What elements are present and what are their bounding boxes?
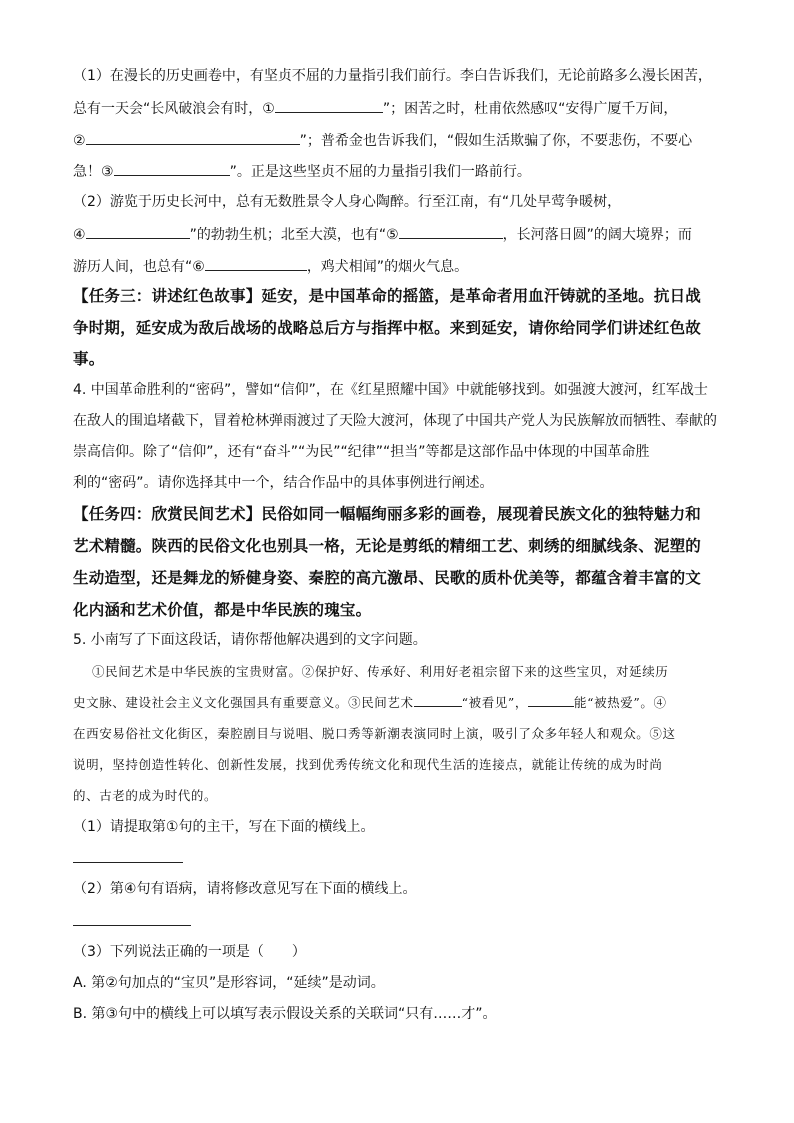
q3-1-line-2: [73, 97, 677, 119]
q5-sub-1: （1）请提取第①句的主干，写在下面的横线上。: [73, 819, 375, 835]
q3-2-line-1: （2）游览于历史长河中，总有无数胜景令人身心陶醉。行至江南，有“几处早莺争暖树，: [73, 194, 622, 210]
task4-line-4: 化内涵和艺术价值，都是中华民族的瑰宝。: [73, 601, 372, 619]
q3-2-line-2: [73, 223, 692, 245]
answer-line-2[interactable]: [73, 925, 191, 926]
passage-blank-2[interactable]: [528, 693, 574, 707]
blank-4[interactable]: [86, 223, 190, 239]
blank-1[interactable]: [275, 97, 383, 113]
q3-2-text: 游历人间，也总有“⑥: [73, 259, 205, 275]
passage-line-2: [73, 693, 667, 713]
passage-blank-1[interactable]: [414, 693, 462, 707]
passage-line-4: 说明，坚持创造性转化、创新性发展，找到优秀传统文化和现代生活的连接点，就能让传统的成为时尚: [73, 757, 663, 772]
q3-1-text: ”；困苦之时，杜甫依然感叹“安得广厦千万间，: [382, 101, 678, 117]
passage-text: “被看见”，: [461, 695, 528, 710]
task3-line-2: 争时期，延安成为敌后战场的战略总后方与指挥中枢。来到延安，请你给同学们讲述红色故: [73, 319, 702, 337]
q5-sub-3: （3）下列说法正确的一项是（ ）: [73, 944, 306, 960]
q3-2-line-3: [73, 255, 468, 277]
blank-6[interactable]: [205, 255, 307, 271]
q5-stem: 5. 小南写了下面这段话，请你帮他解决遇到的文字问题。: [73, 632, 427, 648]
q3-1-text: 总有一天会“长风破浪会有时，①: [73, 101, 275, 117]
option-b[interactable]: B. 第③句中的横线上可以填写表示假设关系的关联词“只有……才”。: [73, 1006, 497, 1022]
q3-1-text: 急！③: [73, 164, 114, 180]
blank-3[interactable]: [114, 160, 230, 176]
answer-line-1[interactable]: [73, 862, 183, 863]
task3-line-3: 事。: [73, 350, 105, 368]
q3-2-text: ，鸡犬相闻”的烟火气息。: [306, 259, 469, 275]
q3-1-line-3: [73, 129, 692, 151]
option-a[interactable]: A. 第②句加点的“宝贝”是形容词，“延续”是动词。: [73, 975, 385, 991]
passage-text: 史文脉、建设社会主义文化强国具有重要意义。③民间艺术: [73, 695, 414, 710]
task4-line-2: 艺术精髓。陕西的民俗文化也别具一格，无论是剪纸的精细工艺、刺绣的细腻线条、泥塑的: [73, 537, 702, 555]
task4-line-3: 生动造型，还是舞龙的矫健身姿、秦腔的高亢激昂、民歌的质朴优美等，都蕴含着丰富的文: [73, 569, 702, 587]
q4-line-3: 崇高信仰。除了“信仰”，还有“奋斗”“为民”“纪律”“担当”等都是这部作品中体现的中国革命胜: [73, 444, 650, 460]
q3-1-text: ”。正是这些坚贞不屈的力量指引我们一路前行。: [229, 164, 531, 180]
blank-5[interactable]: [399, 223, 503, 239]
q3-2-text: ”的勃勃生机；北至大漠，也有“⑤: [189, 227, 399, 243]
task4-line-1: 【任务四：欣赏民间艺术】民俗如同一幅幅绚丽多彩的画卷，展现着民族文化的独特魅力和: [73, 505, 702, 523]
passage-line-1: ①民间艺术是中华民族的宝贵财富。②保护好、传承好、利用好老祖宗留下来的这些宝贝，对延续历: [92, 664, 669, 679]
q3-1-line-4: [73, 160, 531, 182]
passage-line-3: 在西安易俗社文化街区，秦腔剧目与说唱、脱口秀等新潮表演同时上演，吸引了众多年轻人和观众。⑤这: [73, 726, 676, 741]
q4-line-4: 利的“密码”。请你选择其中一个，结合作品中的具体事例进行阐述。: [73, 475, 494, 491]
q3-2-text: ，长河落日圆”的阔大境界；而: [502, 227, 692, 243]
q3-1-text: ②: [73, 133, 86, 149]
passage-text: 能“被热爱”。④: [574, 695, 667, 710]
passage-line-5: 的、古老的成为时代的。: [73, 788, 218, 803]
q4-line-1: 4. 中国革命胜利的“密码”，譬如“信仰”，在《红星照耀中国》中就能够找到。如强渡大渡河，红军战士: [73, 382, 708, 398]
q4-line-2: 在敌人的围追堵截下，冒着枪林弹雨渡过了天险大渡河，体现了中国共产党人为民族解放而牺牲、奉献的: [73, 413, 717, 429]
q3-1-text: ”；普希金也告诉我们，“假如生活欺骗了你，不要悲伤，不要心: [299, 133, 693, 149]
q3-2-text: ④: [73, 227, 86, 243]
q3-1-line-1: （1）在漫长的历史画卷中，有坚贞不屈的力量指引我们前行。李白告诉我们，无论前路多么漫长困苦，: [73, 68, 712, 84]
q5-sub-2: （2）第④句有语病，请将修改意见写在下面的横线上。: [73, 881, 417, 897]
task3-line-1: 【任务三：讲述红色故事】延安，是中国革命的摇篮，是革命者用血汗铸就的圣地。抗日战: [73, 287, 702, 305]
blank-2[interactable]: [86, 129, 300, 145]
